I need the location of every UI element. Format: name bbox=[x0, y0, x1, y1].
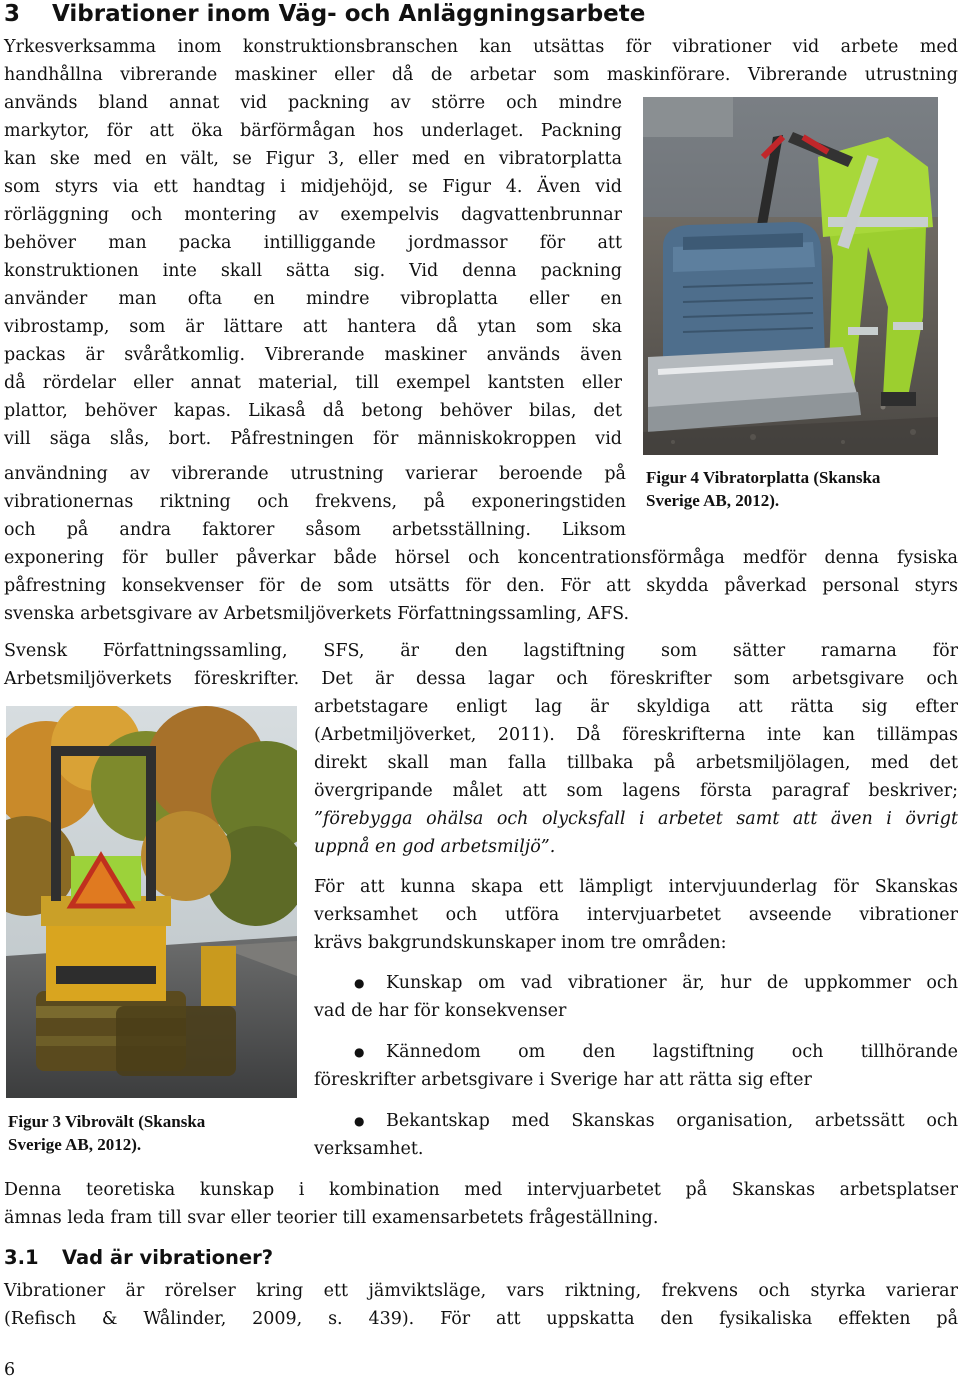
paragraph-line: Svensk Författningssamling, SFS, är den lagstiftning som sätter ramarna för bbox=[4, 641, 958, 661]
paragraph-line: vibrationernas riktning och frekvens, på exponeringstiden bbox=[4, 492, 626, 512]
paragraph-line: exponering för buller påverkar både hörsel och koncentrationsförmåga medför denna fysiska bbox=[4, 548, 958, 568]
subsection-title: Vad är vibrationer? bbox=[62, 1246, 274, 1269]
paragraph-line: kan ske med en vält, se Figur 3, eller med en vibratorplatta bbox=[4, 149, 622, 169]
vibratory-plate-illustration bbox=[643, 97, 938, 455]
paragraph-line: vibrostamp, som är lättare att hantera då ytan som ska bbox=[4, 317, 622, 337]
paragraph-line: som styrs via ett handtag i midjehöjd, se Figur 4. Även vid bbox=[4, 177, 622, 197]
subsection-number: 3.1 bbox=[4, 1246, 39, 1269]
paragraph-line: För att kunna skapa ett lämpligt intervjuunderlag för Skanskas bbox=[314, 877, 958, 897]
section-heading bbox=[4, 0, 645, 28]
bullet-line: verksamhet. bbox=[314, 1139, 424, 1159]
bullet-icon: ● bbox=[354, 1045, 365, 1059]
paragraph-line: (Refisch & Wålinder, 2009, s. 439). För att uppskatta den fysikaliska effekten på bbox=[4, 1309, 958, 1329]
paragraph-line: plattor, behöver kapas. Likaså då betong behöver bilas, det bbox=[4, 401, 622, 421]
paragraph-line: använder man ofta en mindre vibroplatta eller en bbox=[4, 289, 622, 309]
paragraph-line: verksamhet och utföra intervjuarbetet avseende vibrationer bbox=[314, 905, 958, 925]
figure4-caption-line: Figur 4 Vibratorplatta (Skanska bbox=[646, 468, 881, 487]
paragraph-line: då rördelar eller annat material, till exempel kantsten eller bbox=[4, 373, 622, 393]
paragraph-line: handhållna vibrerande maskiner eller då de arbetar som maskinförare. Vibrerande utrustning bbox=[4, 65, 958, 85]
figure3-caption-line: Figur 3 Vibrovält (Skanska bbox=[8, 1112, 206, 1131]
bullet-line: Kännedom om den lagstiftning och tillhörande bbox=[386, 1042, 958, 1062]
paragraph-line: påfrestning konsekvenser för de som utsätts för den. För att skydda påverkad personal styrs bbox=[4, 576, 958, 596]
paragraph-line: konstruktionen inte skall sätta sig. Vid denna packning bbox=[4, 261, 622, 281]
paragraph-line: Yrkesverksamma inom konstruktionsbranschen kan utsättas för vibrationer vid arbete med bbox=[4, 37, 958, 57]
figure4-caption-line: Sverige AB, 2012). bbox=[646, 491, 780, 510]
section-title: Vibrationer inom Väg- och Anläggningsarbete bbox=[52, 1, 646, 27]
paragraph-line: packas är svåråtkomlig. Vibrerande maskiner används även bbox=[4, 345, 622, 365]
paragraph-line: behöver man packa intilliggande jordmassor för att bbox=[4, 233, 622, 253]
figure3-caption-line: Sverige AB, 2012). bbox=[8, 1135, 142, 1154]
paragraph-line: Vibrationer är rörelser kring ett jämviktsläge, vars riktning, frekvens och styrka varierar bbox=[4, 1281, 958, 1301]
paragraph-line: krävs bakgrundskunskaper inom tre områden: bbox=[314, 933, 727, 953]
quote-line: uppnå en god arbetsmiljö”. bbox=[314, 837, 556, 857]
vibratory-roller-illustration bbox=[6, 706, 297, 1098]
paragraph-line: övergripande målet att som lagens första paragraf beskriver; bbox=[314, 781, 958, 801]
figure3-image bbox=[6, 706, 297, 1098]
paragraph-line: (Arbetmiljöverket, 2011). Då föreskrifterna inte kan tillämpas bbox=[314, 725, 958, 745]
paragraph-line: användning av vibrerande utrustning varierar beroende på bbox=[4, 464, 626, 484]
paragraph-line: vill säga slås, bort. Påfrestningen för människokroppen vid bbox=[4, 429, 622, 449]
bullet-line: Kunskap om vad vibrationer är, hur de uppkommer och bbox=[386, 973, 958, 993]
bullet-line: Bekantskap med Skanskas organisation, arbetssätt och bbox=[386, 1111, 958, 1131]
quote-line: ”förebygga ohälsa och olycksfall i arbetet samt att även i övrigt bbox=[314, 809, 958, 829]
paragraph-line: och på andra faktorer såsom arbetsställning. Liksom bbox=[4, 520, 626, 540]
bullet-icon: ● bbox=[354, 976, 365, 990]
paragraph-line: arbetstagare enligt lag är skyldiga att rätta sig efter bbox=[314, 697, 958, 717]
paragraph-line: används bland annat vid packning av större och mindre bbox=[4, 93, 622, 113]
page-number: 6 bbox=[4, 1360, 16, 1380]
bullet-line: vad de har för konsekvenser bbox=[314, 1001, 567, 1021]
paragraph-line: markytor, för att öka bärförmågan hos underlaget. Packning bbox=[4, 121, 622, 141]
section-number: 3 bbox=[4, 1, 21, 27]
subsection-heading bbox=[4, 1244, 273, 1272]
paragraph-line: Denna teoretiska kunskap i kombination med intervjuarbetet på Skanskas arbetsplatser bbox=[4, 1180, 958, 1200]
bullet-line: föreskrifter arbetsgivare i Sverige har att rätta sig efter bbox=[314, 1070, 812, 1090]
paragraph-line: svenska arbetsgivare av Arbetsmiljöverkets Författningssamling, AFS. bbox=[4, 604, 630, 624]
figure4-image bbox=[643, 97, 938, 455]
paragraph-line: ämnas leda fram till svar eller teorier till examensarbetets frågeställning. bbox=[4, 1208, 659, 1228]
paragraph-line: direkt skall man falla tillbaka på arbetsmiljölagen, med det bbox=[314, 753, 958, 773]
paragraph-line: Arbetsmiljöverkets föreskrifter. Det är dessa lagar och föreskrifter som arbetsgivare och bbox=[4, 669, 958, 689]
paragraph-line: rörläggning och montering av exempelvis dagvattenbrunnar bbox=[4, 205, 622, 225]
bullet-icon: ● bbox=[354, 1114, 365, 1128]
